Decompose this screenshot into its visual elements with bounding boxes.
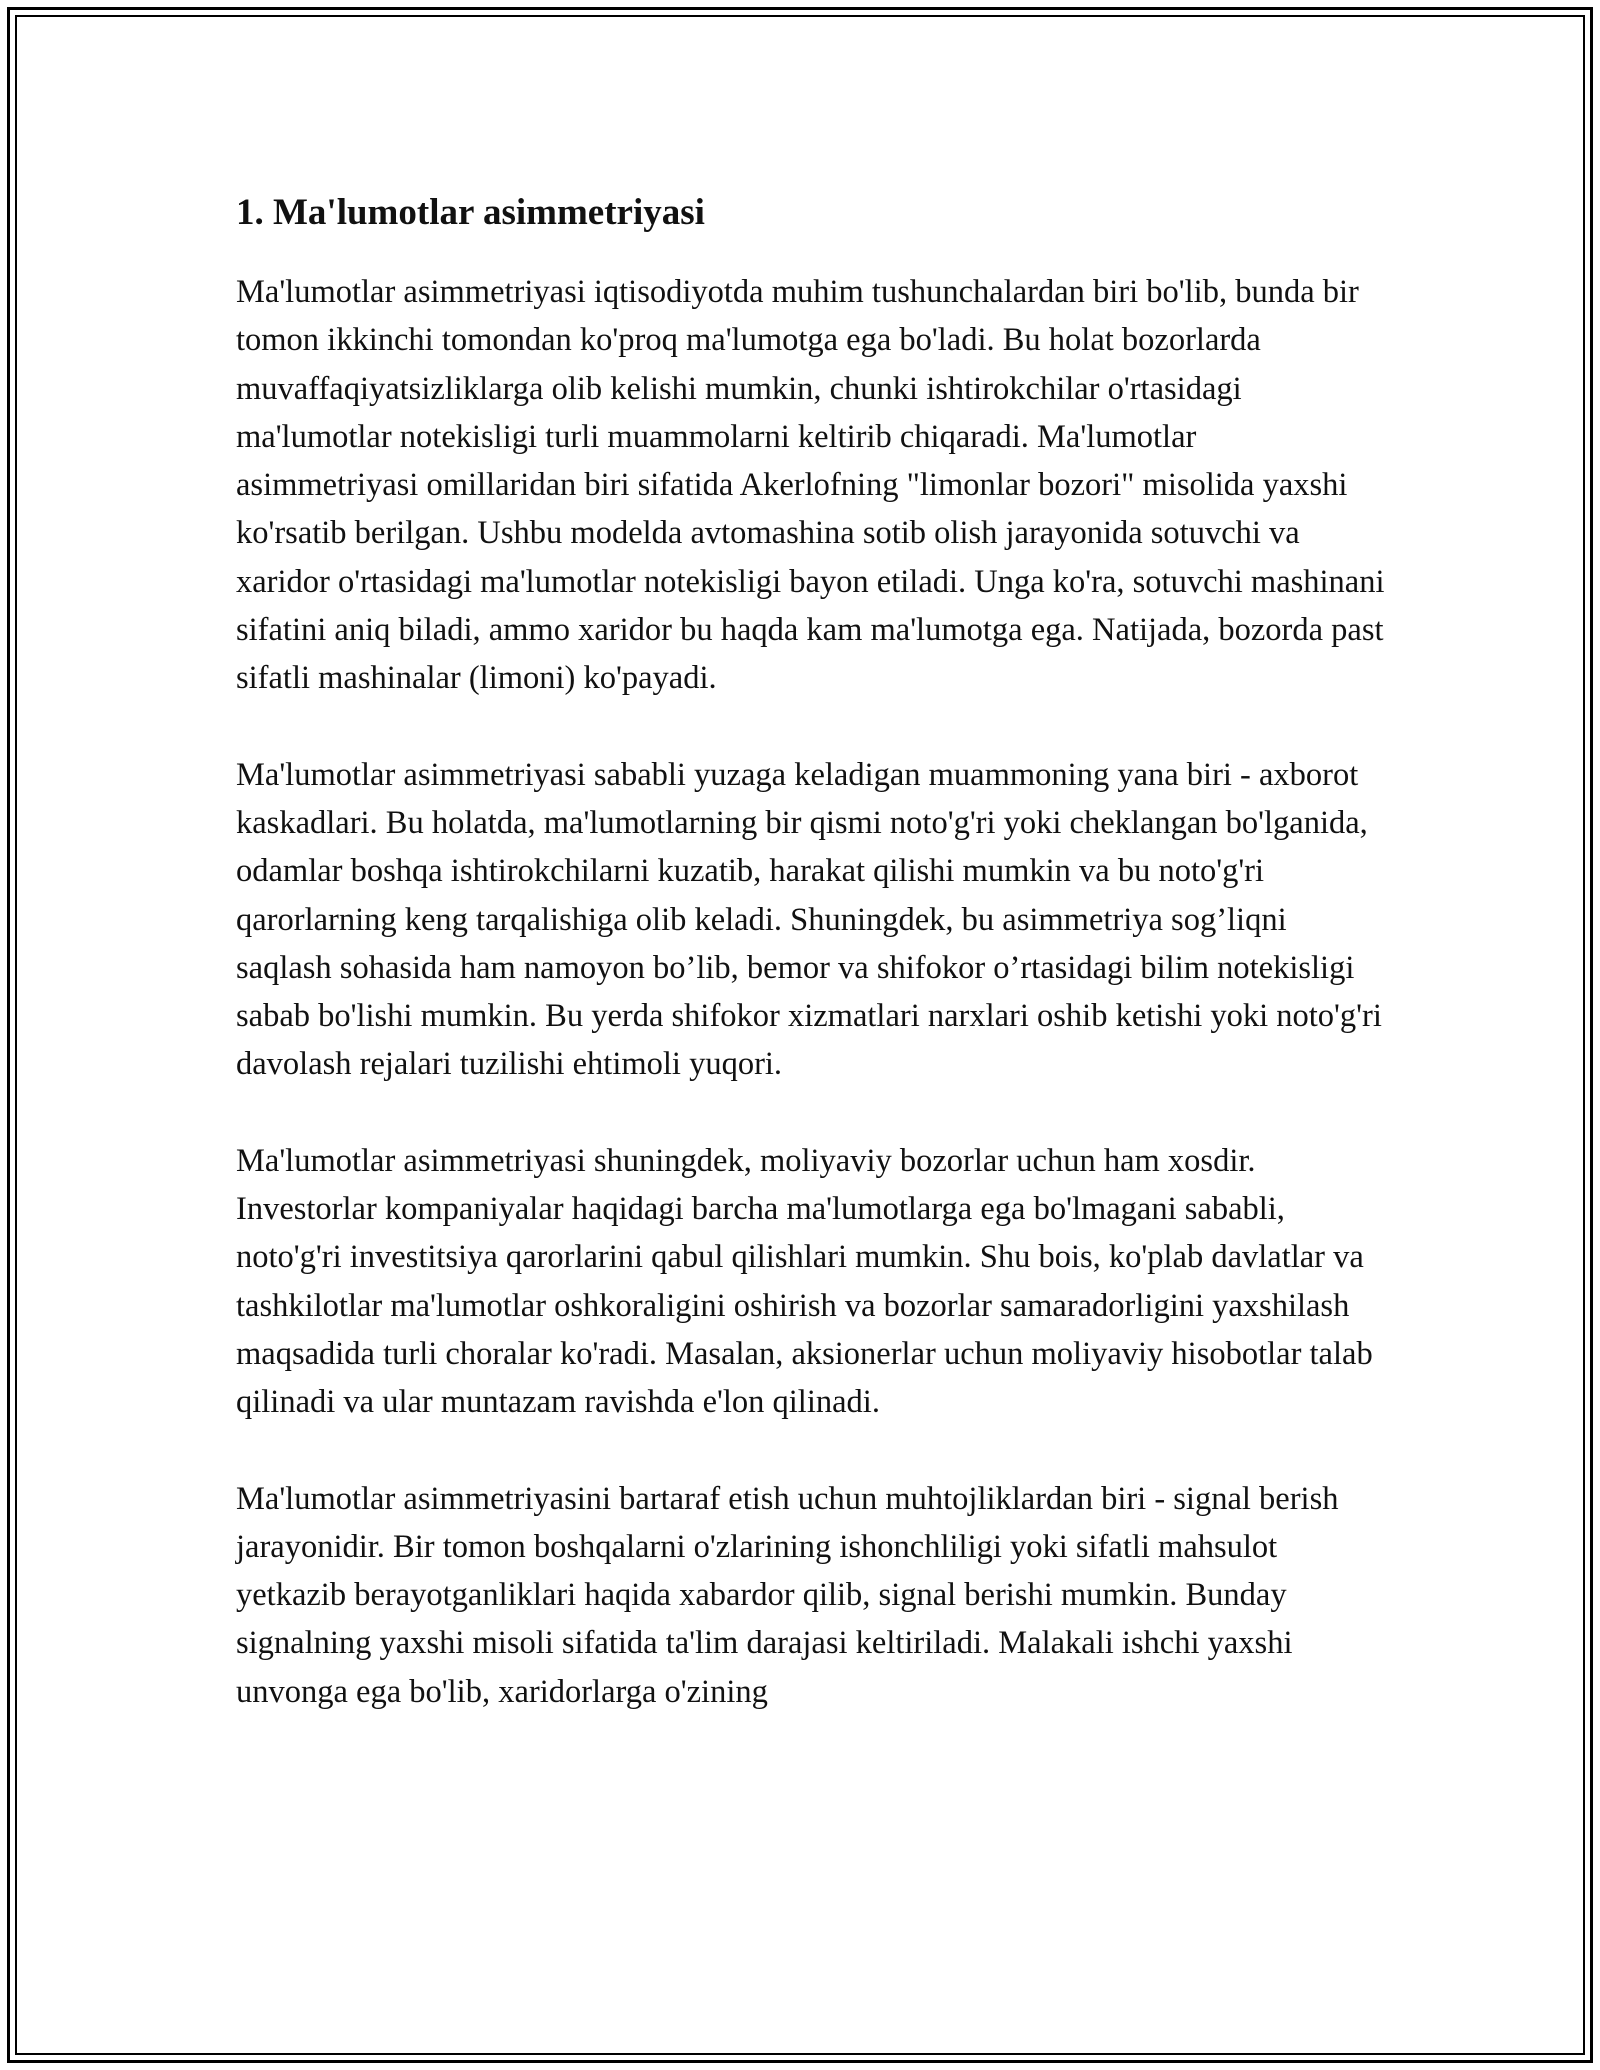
paragraph-1: Ma'lumotlar asimmetriyasi iqtisodiyotda muhim tushunchalardan biri bo'lib, bunda bir tomon ikkinchi tomondan ko'proq ma'lumotga ega bo'ladi. Bu holat bozorlarda muvaffaqiyatsizliklarga olib kelishi mumkin, chunki ishtirokchilar o'rtasidagi ma'lumotlar notekisligi turli muammolarni keltirib chiqaradi. Ma'lumotlar asimmetriyasi omillaridan biri sifatida Akerlofning "limonlar bozori" misolida yaxshi ko'rsatib berilgan. Ushbu modelda avtomashina sotib olish jarayonida sotuvchi va xaridor o'rtasidagi ma'lumotlar notekisligi bayon etiladi. Unga ko'ra, sotuvchi mashinani sifatini aniq biladi, ammo xaridor bu haqda kam ma'lumotga ega. Natijada, bozorda past sifatli mashinalar (limoni) ko'payadi.: [236, 274, 1385, 697]
document-body: [236, 188, 1386, 1764]
paragraph-2: Ma'lumotlar asimmetriyasi sababli yuzaga keladigan muammoning yana biri - axborot kaskadlari. Bu holatda, ma'lumotlarning bir qismi noto'g'ri yoki cheklangan bo'lganida, odamlar boshqa ishtirokchilarni kuzatib, harakat qilishi mumkin va bu noto'g'ri qarorlarning keng tarqalishiga olib keladi. Shuningdek, bu asimmetriya sog’liqni saqlash sohasida ham namoyon bo’lib, bemor va shifokor o’rtasidagi bilim notekisligi sabab bo'lishi mumkin. Bu yerda shifokor xizmatlari narxlari oshib ketishi yoki noto'g'ri davolash rejalari tuzilishi ehtimoli yuqori.: [236, 756, 1382, 1083]
section-heading: 1. Ma'lumotlar asimmetriyasi: [236, 192, 705, 233]
paragraph-4: Ma'lumotlar asimmetriyasini bartaraf etish uchun muhtojliklardan biri - signal berish jarayonidir. Bir tomon boshqalarni o'zlarining ishonchliligi yoki sifatli mahsulot yetkazib berayotganliklari haqida xabardor qilib, signal berishi mumkin. Bunday signalning yaxshi misoli sifatida ta'lim darajasi keltiriladi. Malakali ishchi yaxshi unvonga ega bo'lib, xaridorlarga o'zining: [236, 1480, 1339, 1710]
paragraph-3: Ma'lumotlar asimmetriyasi shuningdek, moliyaviy bozorlar uchun ham xosdir. Investorlar kompaniyalar haqidagi barcha ma'lumotlarga ega bo'lmagani sababli, noto'g'ri investitsiya qarorlarini qabul qilishlari mumkin. Shu bois, ko'plab davlatlar va tashkilotlar ma'lumotlar oshkoraligini oshirish va bozorlar samaradorligini yaxshilash maqsadida turli choralar ko'radi. Masalan, aksionerlar uchun moliyaviy hisobotlar talab qilinadi va ular muntazam ravishda e'lon qilinadi.: [236, 1142, 1373, 1421]
